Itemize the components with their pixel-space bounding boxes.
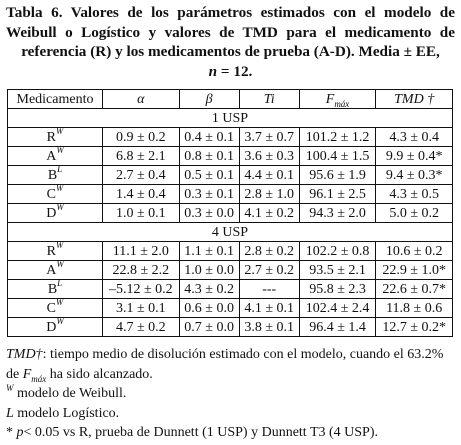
note-tmd [6, 345, 456, 384]
table-notes [6, 345, 456, 443]
table-row [8, 204, 453, 223]
note-weibull [6, 384, 456, 404]
cell-medicamento [8, 144, 103, 166]
header-medicamento: Medicamento [8, 90, 103, 109]
cell-fmax: 102.4 ± 2.4 [299, 299, 376, 318]
cell-tmd: 10.6 ± 0.2 [376, 242, 453, 261]
group-header-row [8, 109, 453, 128]
table-row [8, 166, 453, 185]
cell-medicamento [8, 163, 103, 185]
cell-medicamento [8, 296, 103, 318]
table-header-row [8, 90, 453, 109]
group-label: 1 USP [8, 109, 453, 128]
medicamento-code: D [46, 205, 57, 221]
cell-beta: 0.8 ± 0.1 [179, 147, 239, 166]
cell-ti: 3.8 ± 0.1 [239, 318, 299, 337]
model-superscript: W [55, 182, 64, 193]
caption-text: Tabla 6. Valores de los parámetros estimados con el modelo de Weibull o Logístico y valores de TMD para el medicamento de referencia (R) y los medicamentos de prueba (A-D). Media ± EE, [6, 4, 455, 60]
cell-fmax: 95.8 ± 2.3 [299, 280, 376, 299]
table-row [8, 128, 453, 147]
note-sig-prefix: * [6, 425, 17, 441]
cell-medicamento [8, 201, 103, 223]
medicamento-code: R [46, 243, 56, 259]
table-row [8, 147, 453, 166]
note-logistic-text: modelo Logístico. [13, 405, 120, 421]
caption-n-value: = 12. [220, 62, 253, 80]
header-fmax [299, 90, 376, 109]
caption-n-line [6, 62, 455, 82]
cell-alpha: 0.9 ± 0.2 [103, 128, 180, 147]
note-logistic-sym: L [6, 405, 14, 421]
cell-medicamento [8, 277, 103, 299]
medicamento-code: A [46, 262, 57, 278]
cell-fmax: 101.2 ± 1.2 [299, 128, 376, 147]
cell-alpha: 1.0 ± 0.1 [103, 204, 180, 223]
cell-ti: 3.6 ± 0.3 [239, 147, 299, 166]
cell-alpha: 4.7 ± 0.2 [103, 318, 180, 337]
model-superscript: W [56, 144, 64, 155]
cell-tmd: 4.3 ± 0.4 [376, 128, 453, 147]
cell-tmd: 22.6 ± 0.7* [376, 280, 453, 299]
cell-alpha: –5.12 ± 0.2 [103, 280, 180, 299]
model-superscript: L [57, 163, 63, 174]
model-superscript: W [56, 315, 64, 326]
cell-fmax: 96.1 ± 2.5 [299, 185, 376, 204]
note-tmd-f: F [22, 366, 32, 382]
model-superscript: W [55, 296, 64, 307]
model-superscript: W [56, 258, 64, 269]
table-row [8, 261, 453, 280]
cell-medicamento [8, 258, 103, 280]
group-label: 4 USP [8, 223, 453, 242]
cell-alpha: 22.8 ± 2.2 [103, 261, 180, 280]
medicamento-code: C [46, 300, 56, 316]
cell-tmd: 4.3 ± 0.5 [376, 185, 453, 204]
medicamento-code: B [47, 281, 58, 297]
header-beta: β [179, 90, 239, 109]
cell-ti: 2.8 ± 0.2 [239, 242, 299, 261]
model-superscript: W [55, 239, 64, 250]
cell-beta: 0.4 ± 0.1 [179, 128, 239, 147]
medicamento-code: C [46, 186, 56, 202]
cell-alpha: 6.8 ± 2.1 [103, 147, 180, 166]
header-alpha: α [103, 90, 180, 109]
cell-ti: 2.7 ± 0.2 [239, 261, 299, 280]
cell-fmax: 102.2 ± 0.8 [299, 242, 376, 261]
cell-beta: 4.3 ± 0.2 [179, 280, 239, 299]
note-weibull-sup: W [6, 382, 14, 393]
cell-beta: 0.7 ± 0.0 [179, 318, 239, 337]
cell-ti: 4.1 ± 0.1 [239, 299, 299, 318]
cell-beta: 1.1 ± 0.1 [179, 242, 239, 261]
model-superscript: W [55, 125, 64, 136]
cell-beta: 0.6 ± 0.0 [179, 299, 239, 318]
note-tmd-text-1: : tiempo medio de disolución estimado con el modelo, cuando el 63.2% de [6, 347, 444, 382]
cell-alpha: 2.7 ± 0.4 [103, 166, 180, 185]
cell-fmax: 94.3 ± 2.0 [299, 204, 376, 223]
cell-ti: 4.4 ± 0.1 [239, 166, 299, 185]
header-fmax-base: F [325, 91, 335, 107]
cell-alpha: 1.4 ± 0.4 [103, 185, 180, 204]
cell-tmd: 5.0 ± 0.2 [376, 204, 453, 223]
note-sig-text: < 0.05 vs R, prueba de Dunnett (1 USP) y Dunnett T3 (4 USP). [23, 425, 379, 441]
table-row [8, 280, 453, 299]
cell-ti: 2.8 ± 1.0 [239, 185, 299, 204]
note-weibull-text: modelo de Weibull. [13, 386, 127, 402]
cell-fmax: 100.4 ± 1.5 [299, 147, 376, 166]
cell-tmd: 11.8 ± 0.6 [376, 299, 453, 318]
table-row [8, 299, 453, 318]
medicamento-code: A [46, 148, 57, 164]
note-sig-p: p [16, 425, 24, 441]
cell-medicamento [8, 182, 103, 204]
medicamento-code: D [46, 319, 57, 335]
note-significance [6, 423, 456, 443]
table-body [8, 109, 453, 337]
results-table [7, 89, 453, 337]
header-fmax-sub: máx [334, 98, 350, 109]
table-caption [6, 3, 455, 81]
cell-fmax: 96.4 ± 1.4 [299, 318, 376, 337]
cell-ti: 3.7 ± 0.7 [239, 128, 299, 147]
cell-tmd: 12.7 ± 0.2* [376, 318, 453, 337]
table-row [8, 242, 453, 261]
note-tmd-f-sub: máx [31, 373, 47, 384]
header-tmd: TMD † [376, 90, 453, 109]
cell-ti: 4.1 ± 0.2 [239, 204, 299, 223]
caption-n-label: n [208, 62, 218, 80]
cell-medicamento [8, 125, 103, 147]
cell-tmd: 9.4 ± 0.3* [376, 166, 453, 185]
cell-beta: 0.3 ± 0.0 [179, 204, 239, 223]
cell-medicamento [8, 315, 103, 337]
medicamento-code: B [47, 167, 58, 183]
model-superscript: W [56, 201, 64, 212]
model-superscript: L [57, 277, 63, 288]
note-tmd-term: TMD† [6, 347, 43, 362]
cell-tmd: 9.9 ± 0.4* [376, 147, 453, 166]
cell-ti: --- [239, 280, 299, 299]
cell-medicamento [8, 239, 103, 261]
cell-beta: 0.3 ± 0.1 [179, 185, 239, 204]
cell-fmax: 95.6 ± 1.9 [299, 166, 376, 185]
note-tmd-text-2: ha sido alcanzado. [46, 366, 153, 382]
cell-alpha: 11.1 ± 2.0 [103, 242, 180, 261]
cell-fmax: 93.5 ± 2.1 [299, 261, 376, 280]
cell-alpha: 3.1 ± 0.1 [103, 299, 180, 318]
cell-tmd: 22.9 ± 1.0* [376, 261, 453, 280]
group-header-row [8, 223, 453, 242]
header-ti: Ti [239, 90, 299, 109]
table-row [8, 318, 453, 337]
note-logistic [6, 404, 456, 424]
table-row [8, 185, 453, 204]
cell-beta: 1.0 ± 0.0 [179, 261, 239, 280]
medicamento-code: R [46, 129, 56, 145]
cell-beta: 0.5 ± 0.1 [179, 166, 239, 185]
